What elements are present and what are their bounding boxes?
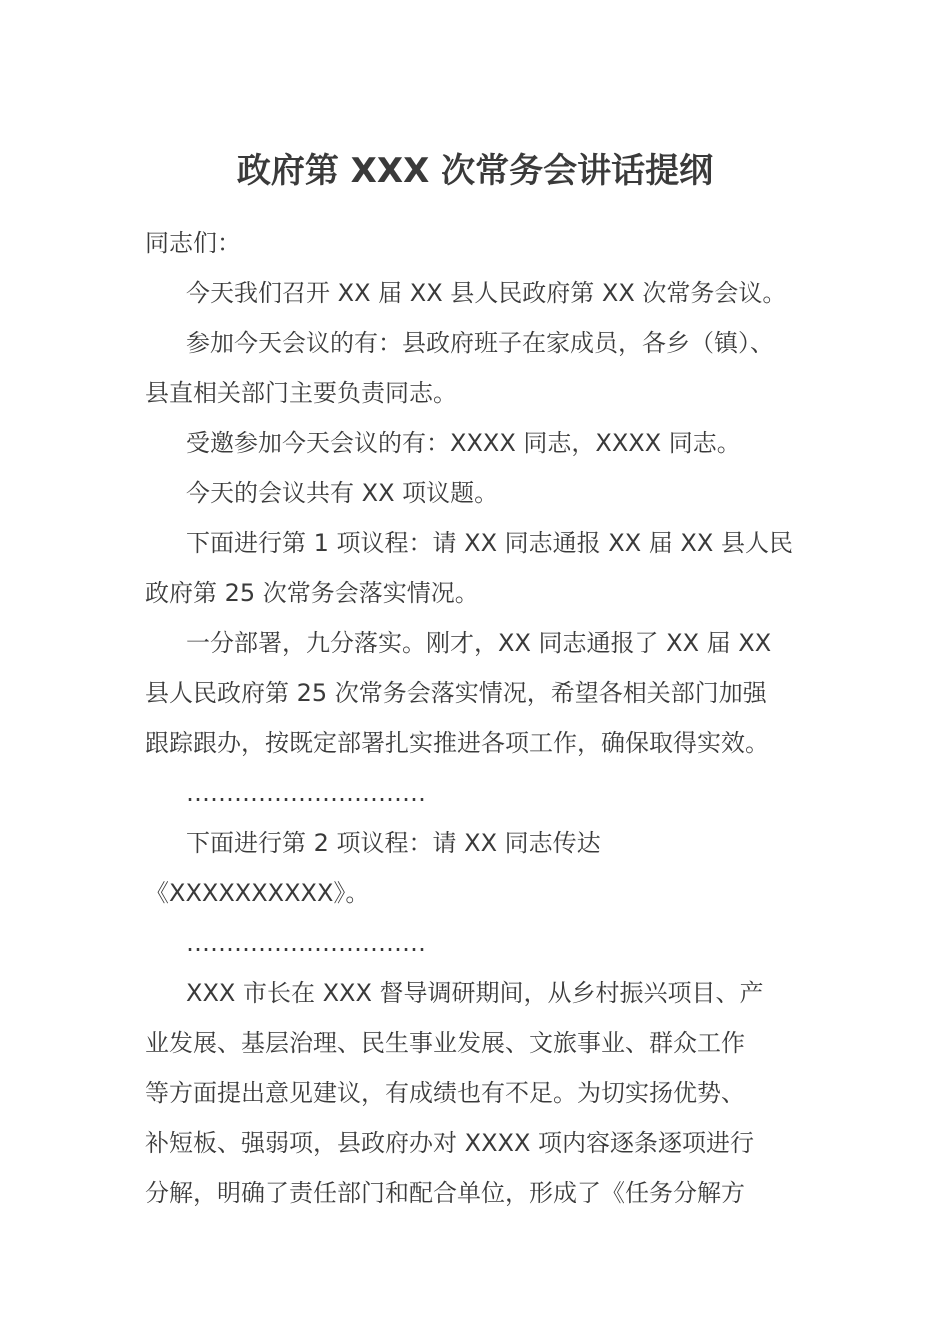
paragraph-line: 一分部署，九分落实。刚才，XX 同志通报了 XX 届 XX [186,629,772,657]
ellipsis-line: ………………………… [186,929,426,957]
document-body [145,218,815,1218]
paragraph-line: 下面进行第 2 项议程：请 XX 同志传达 [186,829,601,857]
paragraph-line: 分解，明确了责任部门和配合单位，形成了《任务分解方 [145,1179,745,1207]
paragraph-line: 下面进行第 1 项议程：请 XX 同志通报 XX 届 XX 县人民 [186,529,793,557]
paragraph-line: 跟踪跟办，按既定部署扎实推进各项工作，确保取得实效。 [145,729,769,757]
paragraph-line: 补短板、强弱项，县政府办对 XXXX 项内容逐条逐项进行 [145,1129,755,1157]
paragraph-line: 《XXXXXXXXXX》。 [145,879,370,907]
paragraph-line: XXX 市长在 XXX 督导调研期间，从乡村振兴项目、产 [186,979,764,1007]
paragraph-line: 等方面提出意见建议，有成绩也有不足。为切实扬优势、 [145,1079,745,1107]
paragraph-line: 参加今天会议的有：县政府班子在家成员，各乡（镇）、 [186,329,774,357]
paragraph-line: 今天的会议共有 XX 项议题。 [186,479,499,507]
paragraph-line: 县直相关部门主要负责同志。 [145,379,457,407]
paragraph-line: 今天我们召开 XX 届 XX 县人民政府第 XX 次常务会议。 [186,279,787,307]
paragraph-line: 受邀参加今天会议的有：XXXX 同志，XXXX 同志。 [186,429,741,457]
salutation-line: 同志们： [145,229,241,257]
paragraph-line: 业发展、基层治理、民生事业发展、文旅事业、群众工作 [145,1029,745,1057]
paragraph-line: 政府第 25 次常务会落实情况。 [145,579,479,607]
document-title: 政府第 XXX 次常务会讲话提纲 [236,151,714,191]
ellipsis-line: ………………………… [186,779,426,807]
paragraph-line: 县人民政府第 25 次常务会落实情况，希望各相关部门加强 [145,679,767,707]
